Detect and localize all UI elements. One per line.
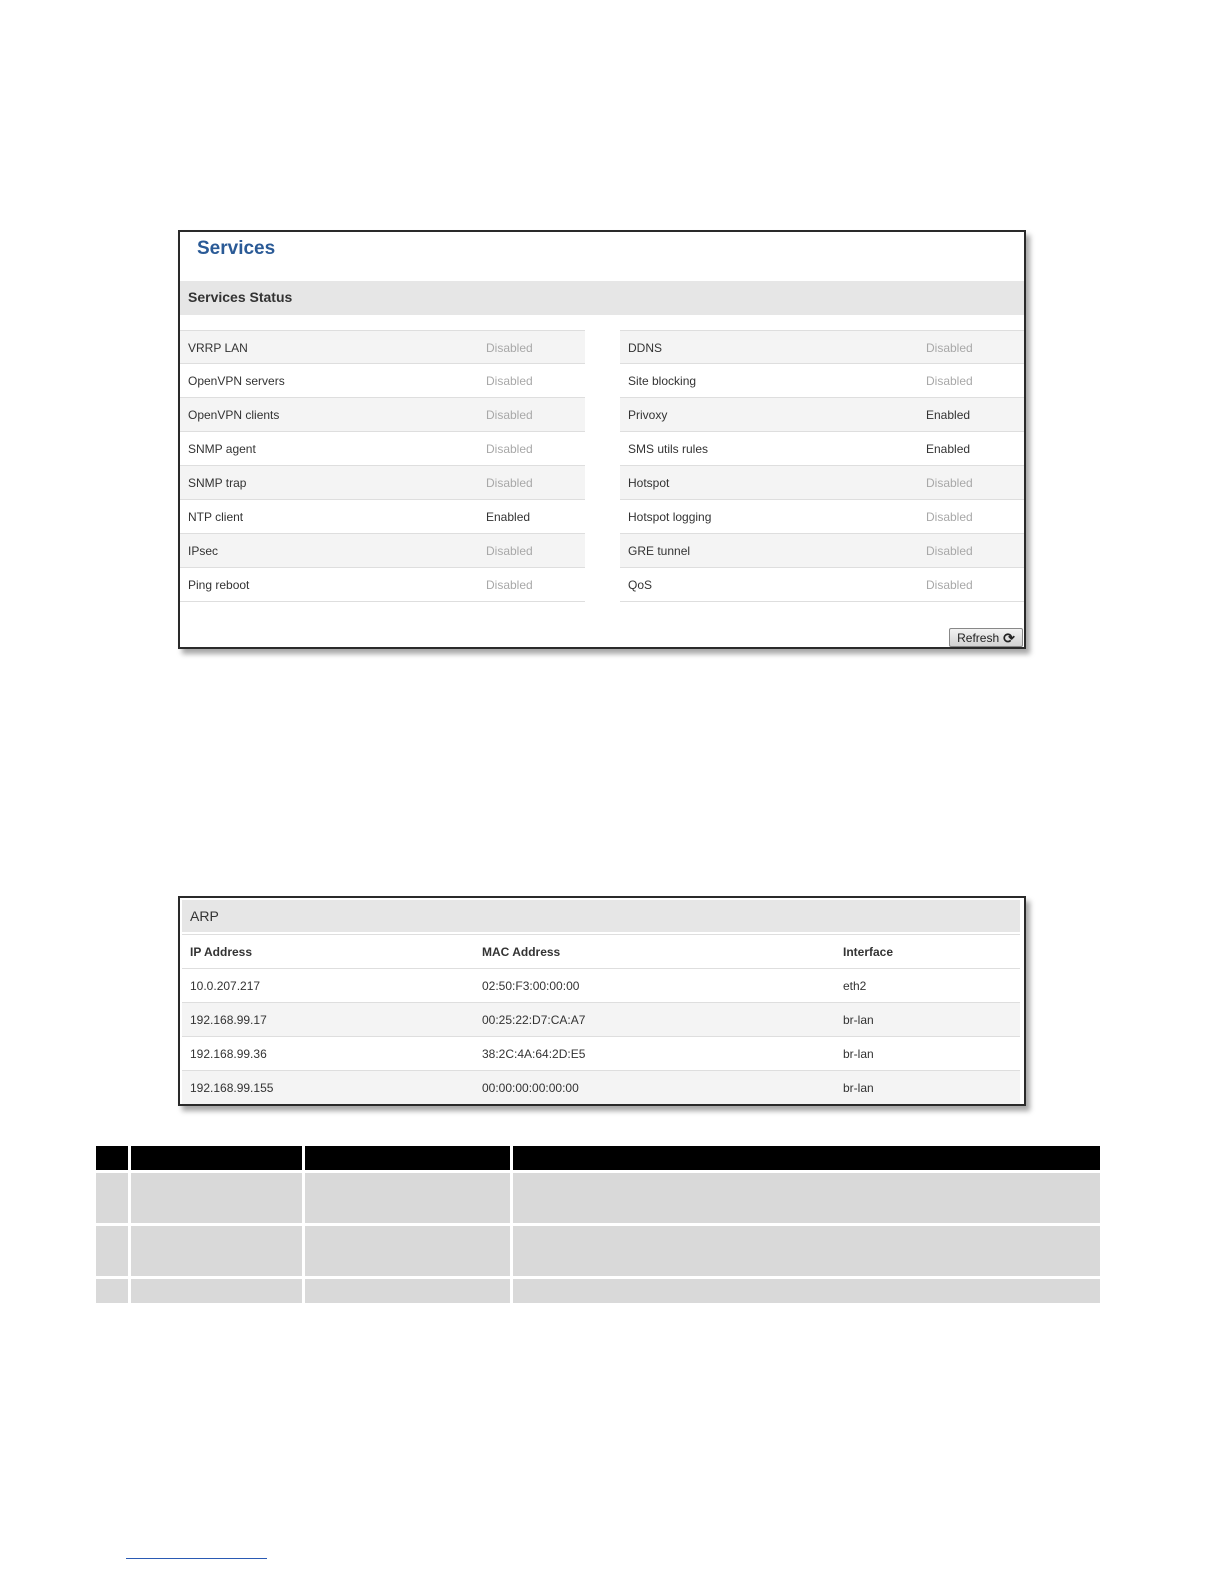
service-name: GRE tunnel [628, 544, 691, 558]
service-name: OpenVPN clients [188, 408, 280, 422]
document-table [93, 1143, 1103, 1306]
refresh-label: Refresh [957, 630, 1000, 645]
arp-interface: br-lan [843, 1013, 874, 1027]
arp-ip-address: 192.168.99.17 [190, 1013, 267, 1027]
services-panel [178, 230, 1026, 649]
arp-ip-address: 10.0.207.217 [190, 979, 261, 993]
table-cell [513, 1226, 1100, 1276]
arp-table-row [182, 968, 1020, 1002]
service-row [620, 364, 1024, 398]
table-header-cell [513, 1146, 1100, 1170]
table-header-cell [131, 1146, 302, 1170]
footer-link-underline[interactable] [126, 1558, 267, 1559]
service-name: VRRP LAN [188, 341, 248, 355]
services-title: Services [197, 238, 276, 259]
service-row [180, 364, 585, 398]
service-status: Disabled [486, 374, 533, 388]
table-cell [513, 1173, 1100, 1223]
service-row [180, 432, 585, 466]
table-cell [96, 1173, 128, 1223]
service-row [180, 330, 585, 364]
service-status: Enabled [926, 408, 971, 422]
services-left-column [180, 330, 585, 602]
service-name: Site blocking [628, 374, 697, 388]
arp-mac-address: 00:00:00:00:00:00 [482, 1081, 579, 1095]
arp-panel [178, 896, 1026, 1106]
service-status: Disabled [926, 578, 973, 592]
service-status: Disabled [926, 476, 973, 490]
services-status-label: Services Status [188, 289, 293, 305]
service-status: Disabled [486, 341, 533, 355]
arp-col-ip: IP Address [190, 945, 253, 959]
service-name: QoS [628, 578, 653, 592]
arp-mac-address: 38:2C:4A:64:2D:E5 [482, 1047, 586, 1061]
table-row [96, 1173, 1100, 1223]
service-name: Hotspot logging [628, 510, 712, 524]
service-name: Hotspot [628, 476, 670, 490]
service-status: Disabled [486, 408, 533, 422]
service-name: SNMP agent [188, 442, 256, 456]
table-cell [96, 1279, 128, 1303]
arp-column-headers [182, 934, 1020, 968]
table-cell [96, 1226, 128, 1276]
table-cell [131, 1279, 302, 1303]
service-row [180, 534, 585, 568]
table-header-cell [96, 1146, 128, 1170]
arp-mac-address: 02:50:F3:00:00:00 [482, 979, 580, 993]
service-row [620, 500, 1024, 534]
arp-ip-address: 192.168.99.36 [190, 1047, 267, 1061]
arp-col-mac: MAC Address [482, 945, 561, 959]
arp-table-row [182, 1002, 1020, 1036]
service-row [180, 500, 585, 534]
arp-interface: br-lan [843, 1081, 874, 1095]
services-right-column [620, 330, 1024, 602]
service-name: SNMP trap [188, 476, 247, 490]
table-header-cell [305, 1146, 510, 1170]
table-row [96, 1226, 1100, 1276]
service-row [620, 534, 1024, 568]
service-row [620, 330, 1024, 364]
service-row [620, 568, 1024, 602]
service-row [620, 466, 1024, 500]
table-cell [513, 1279, 1100, 1303]
services-status-header [180, 281, 1024, 315]
service-status: Disabled [926, 341, 973, 355]
service-name: Privoxy [628, 408, 668, 422]
arp-col-interface: Interface [843, 945, 894, 959]
arp-header [182, 900, 1020, 932]
service-name: IPsec [188, 544, 219, 558]
service-name: SMS utils rules [628, 442, 709, 456]
service-name: Ping reboot [188, 578, 250, 592]
arp-interface: eth2 [843, 979, 867, 993]
table-cell [131, 1173, 302, 1223]
service-status: Enabled [486, 510, 531, 524]
arp-table-row [182, 1070, 1020, 1104]
arp-title: ARP [190, 908, 219, 924]
service-status: Disabled [486, 544, 533, 558]
service-status: Enabled [926, 442, 971, 456]
service-status: Disabled [926, 544, 973, 558]
table-row [96, 1279, 1100, 1303]
table-cell [131, 1226, 302, 1276]
service-name: DDNS [628, 341, 663, 355]
arp-interface: br-lan [843, 1047, 874, 1061]
arp-table-row [182, 1036, 1020, 1070]
arp-ip-address: 192.168.99.155 [190, 1081, 274, 1095]
refresh-button[interactable] [949, 628, 1023, 647]
service-status: Disabled [926, 510, 973, 524]
service-status: Disabled [486, 476, 533, 490]
service-status: Disabled [486, 578, 533, 592]
service-status: Disabled [486, 442, 533, 456]
service-name: NTP client [188, 510, 244, 524]
service-row [620, 432, 1024, 466]
service-row [180, 398, 585, 432]
table-cell [305, 1226, 510, 1276]
table-cell [305, 1173, 510, 1223]
service-name: OpenVPN servers [188, 374, 285, 388]
service-row [180, 568, 585, 602]
service-row [620, 398, 1024, 432]
refresh-icon: ⟳ [1003, 629, 1015, 646]
service-status: Disabled [926, 374, 973, 388]
table-cell [305, 1279, 510, 1303]
service-row [180, 466, 585, 500]
arp-mac-address: 00:25:22:D7:CA:A7 [482, 1013, 586, 1027]
